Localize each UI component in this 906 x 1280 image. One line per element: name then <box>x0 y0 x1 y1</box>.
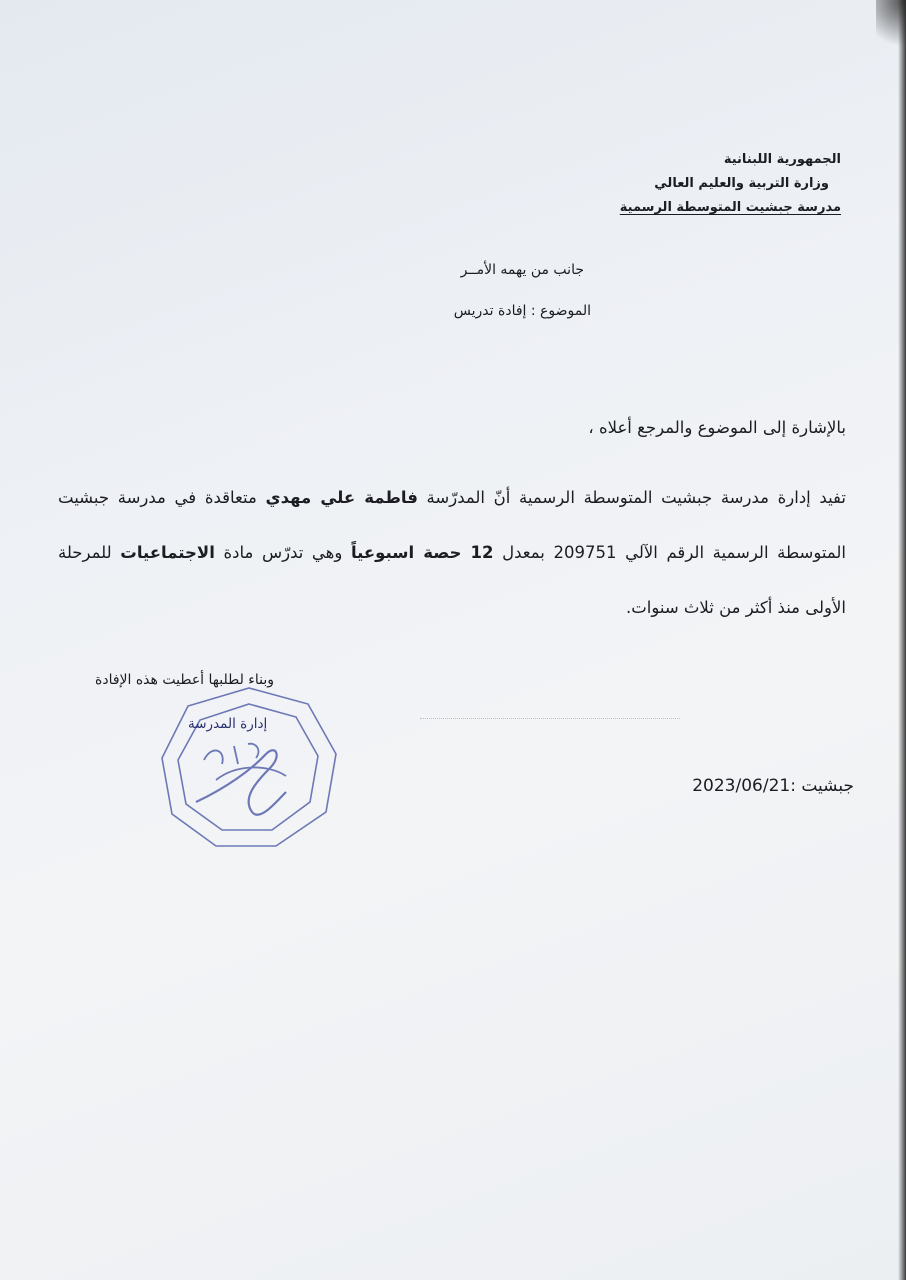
paragraph-text-1: تفيد إدارة مدرسة جبشيت المتوسطة الرسمية أنّ المدرّسة <box>417 488 846 507</box>
date-line <box>692 776 854 796</box>
reference-line: بالإشارة إلى الموضوع والمرجع أعلاه ، <box>588 418 846 437</box>
corner-shadow <box>876 0 906 60</box>
official-stamp <box>156 684 342 852</box>
subject-name: الاجتماعيات <box>120 543 215 562</box>
letterhead <box>541 148 841 220</box>
letter-date: 2023/06/21: <box>692 776 796 796</box>
page-edge-shadow <box>898 0 906 1280</box>
main-paragraph <box>58 470 846 635</box>
letterhead-school: مدرسة جبشيت المتوسطة الرسمية <box>619 200 841 215</box>
school-administration-label: إدارة المدرسة <box>188 716 268 732</box>
paragraph-text-4: للمرحلة الأولى منذ أكثر من ثلاث سنوات. <box>58 543 846 617</box>
letter-body <box>58 416 846 635</box>
dotted-divider <box>420 718 680 719</box>
paragraph-text-3: وهي تدرّس مادة <box>214 543 351 562</box>
subject-line: الموضوع : إفادة تدريس <box>453 303 591 319</box>
paragraph-text-2: متعاقدة في مدرسة جبشيت المتوسطة الرسمية الرقم الآلي 209751 بمعدل <box>58 488 847 562</box>
addressee: جانب من يهمه الأمــر <box>460 262 584 278</box>
closing-line: وبناء لطلبها أعطيت هذه الإفادة <box>95 672 275 688</box>
letterhead-country: الجمهورية اللبنانية <box>723 152 841 167</box>
weekly-hours: 12 حصة اسبوعياً <box>350 543 494 562</box>
letterhead-ministry: وزارة التربية والعليم العالي <box>654 176 829 191</box>
place-name: جبشيت <box>801 776 854 796</box>
teacher-name: فاطمة علي مهدي <box>265 488 418 507</box>
